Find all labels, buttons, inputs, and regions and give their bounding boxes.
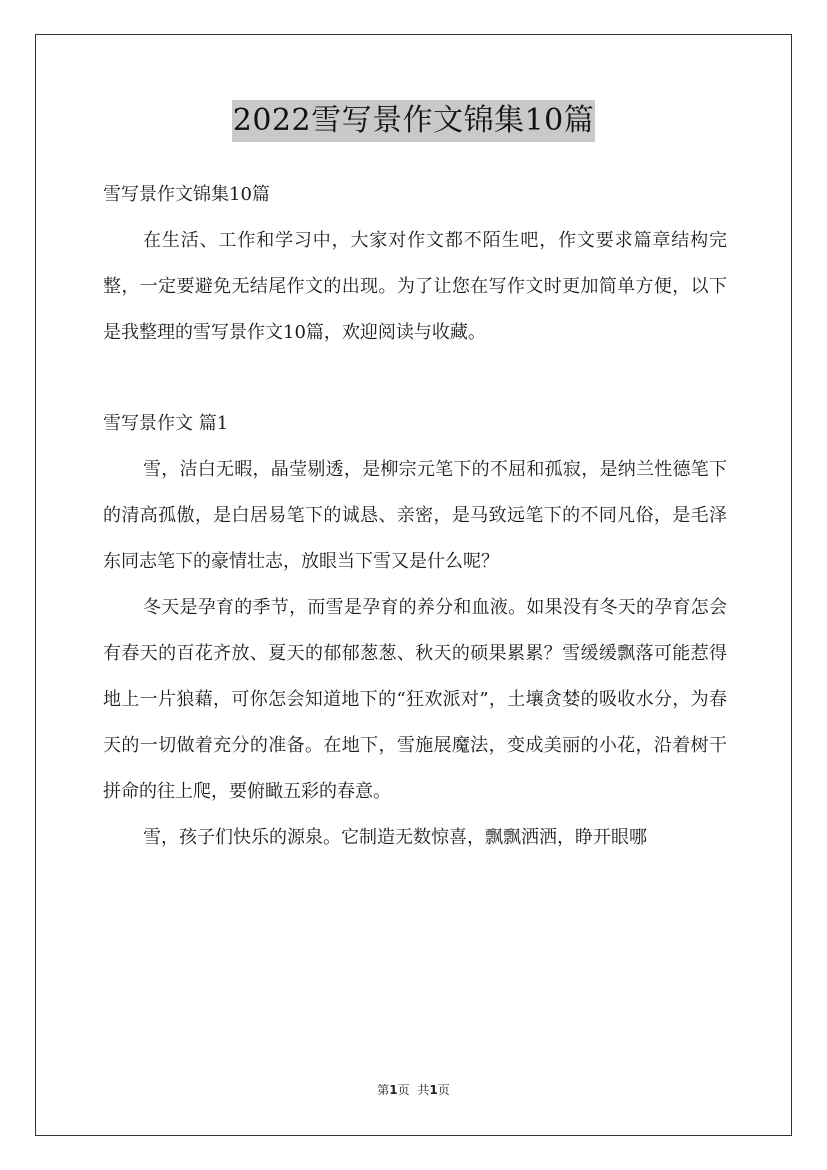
body-paragraph: 雪，洁白无暇，晶莹剔透，是柳宗元笔下的不屈和孤寂，是纳兰性德笔下的清高孤傲，是白居易笔下的诚恳、亲密，是马致远笔下的不同凡俗，是毛泽东同志笔下的豪情壮志，放眼当下雪又是什么呢？ <box>103 459 727 572</box>
total-pages: 1 <box>429 1083 438 1097</box>
document-title: 2022雪写景作文锦集10篇 <box>232 100 596 142</box>
page-footer <box>0 1081 827 1098</box>
page-suffix: 页 <box>397 1083 410 1097</box>
section-heading: 雪写景作文 篇1 <box>103 413 229 434</box>
total-suffix: 页 <box>437 1083 450 1097</box>
section-spacer <box>103 356 727 401</box>
page-prefix: 第 <box>377 1083 390 1097</box>
body-paragraph: 雪，孩子们快乐的源泉。它制造无数惊喜，飘飘洒洒，睁开眼哪 <box>143 827 647 848</box>
page-number: 1 <box>389 1083 398 1097</box>
title-container <box>0 100 827 142</box>
total-prefix: 共 <box>417 1083 430 1097</box>
document-body <box>103 172 727 861</box>
body-paragraph: 冬天是孕育的季节，而雪是孕育的养分和血液。如果没有冬天的孕育怎会有春天的百花齐放、夏天的郁郁葱葱、秋天的硕果累累？雪缓缓飘落可能惹得地上一片狼藉，可你怎会知道地下的“狂欢派对”，土壤贪婪的吸收水分，为春天的一切做着充分的准备。在地下，雪施展魔法，变成美丽的小花，沿着树干拼命的往上爬，要俯瞰五彩的春意。 <box>103 597 727 802</box>
intro-paragraph: 在生活、工作和学习中，大家对作文都不陌生吧，作文要求篇章结构完整，一定要避免无结尾作文的出现。为了让您在写作文时更加简单方便，以下是我整理的雪写景作文10篇，欢迎阅读与收藏。 <box>103 230 727 343</box>
document-subtitle: 雪写景作文锦集10篇 <box>103 184 270 205</box>
